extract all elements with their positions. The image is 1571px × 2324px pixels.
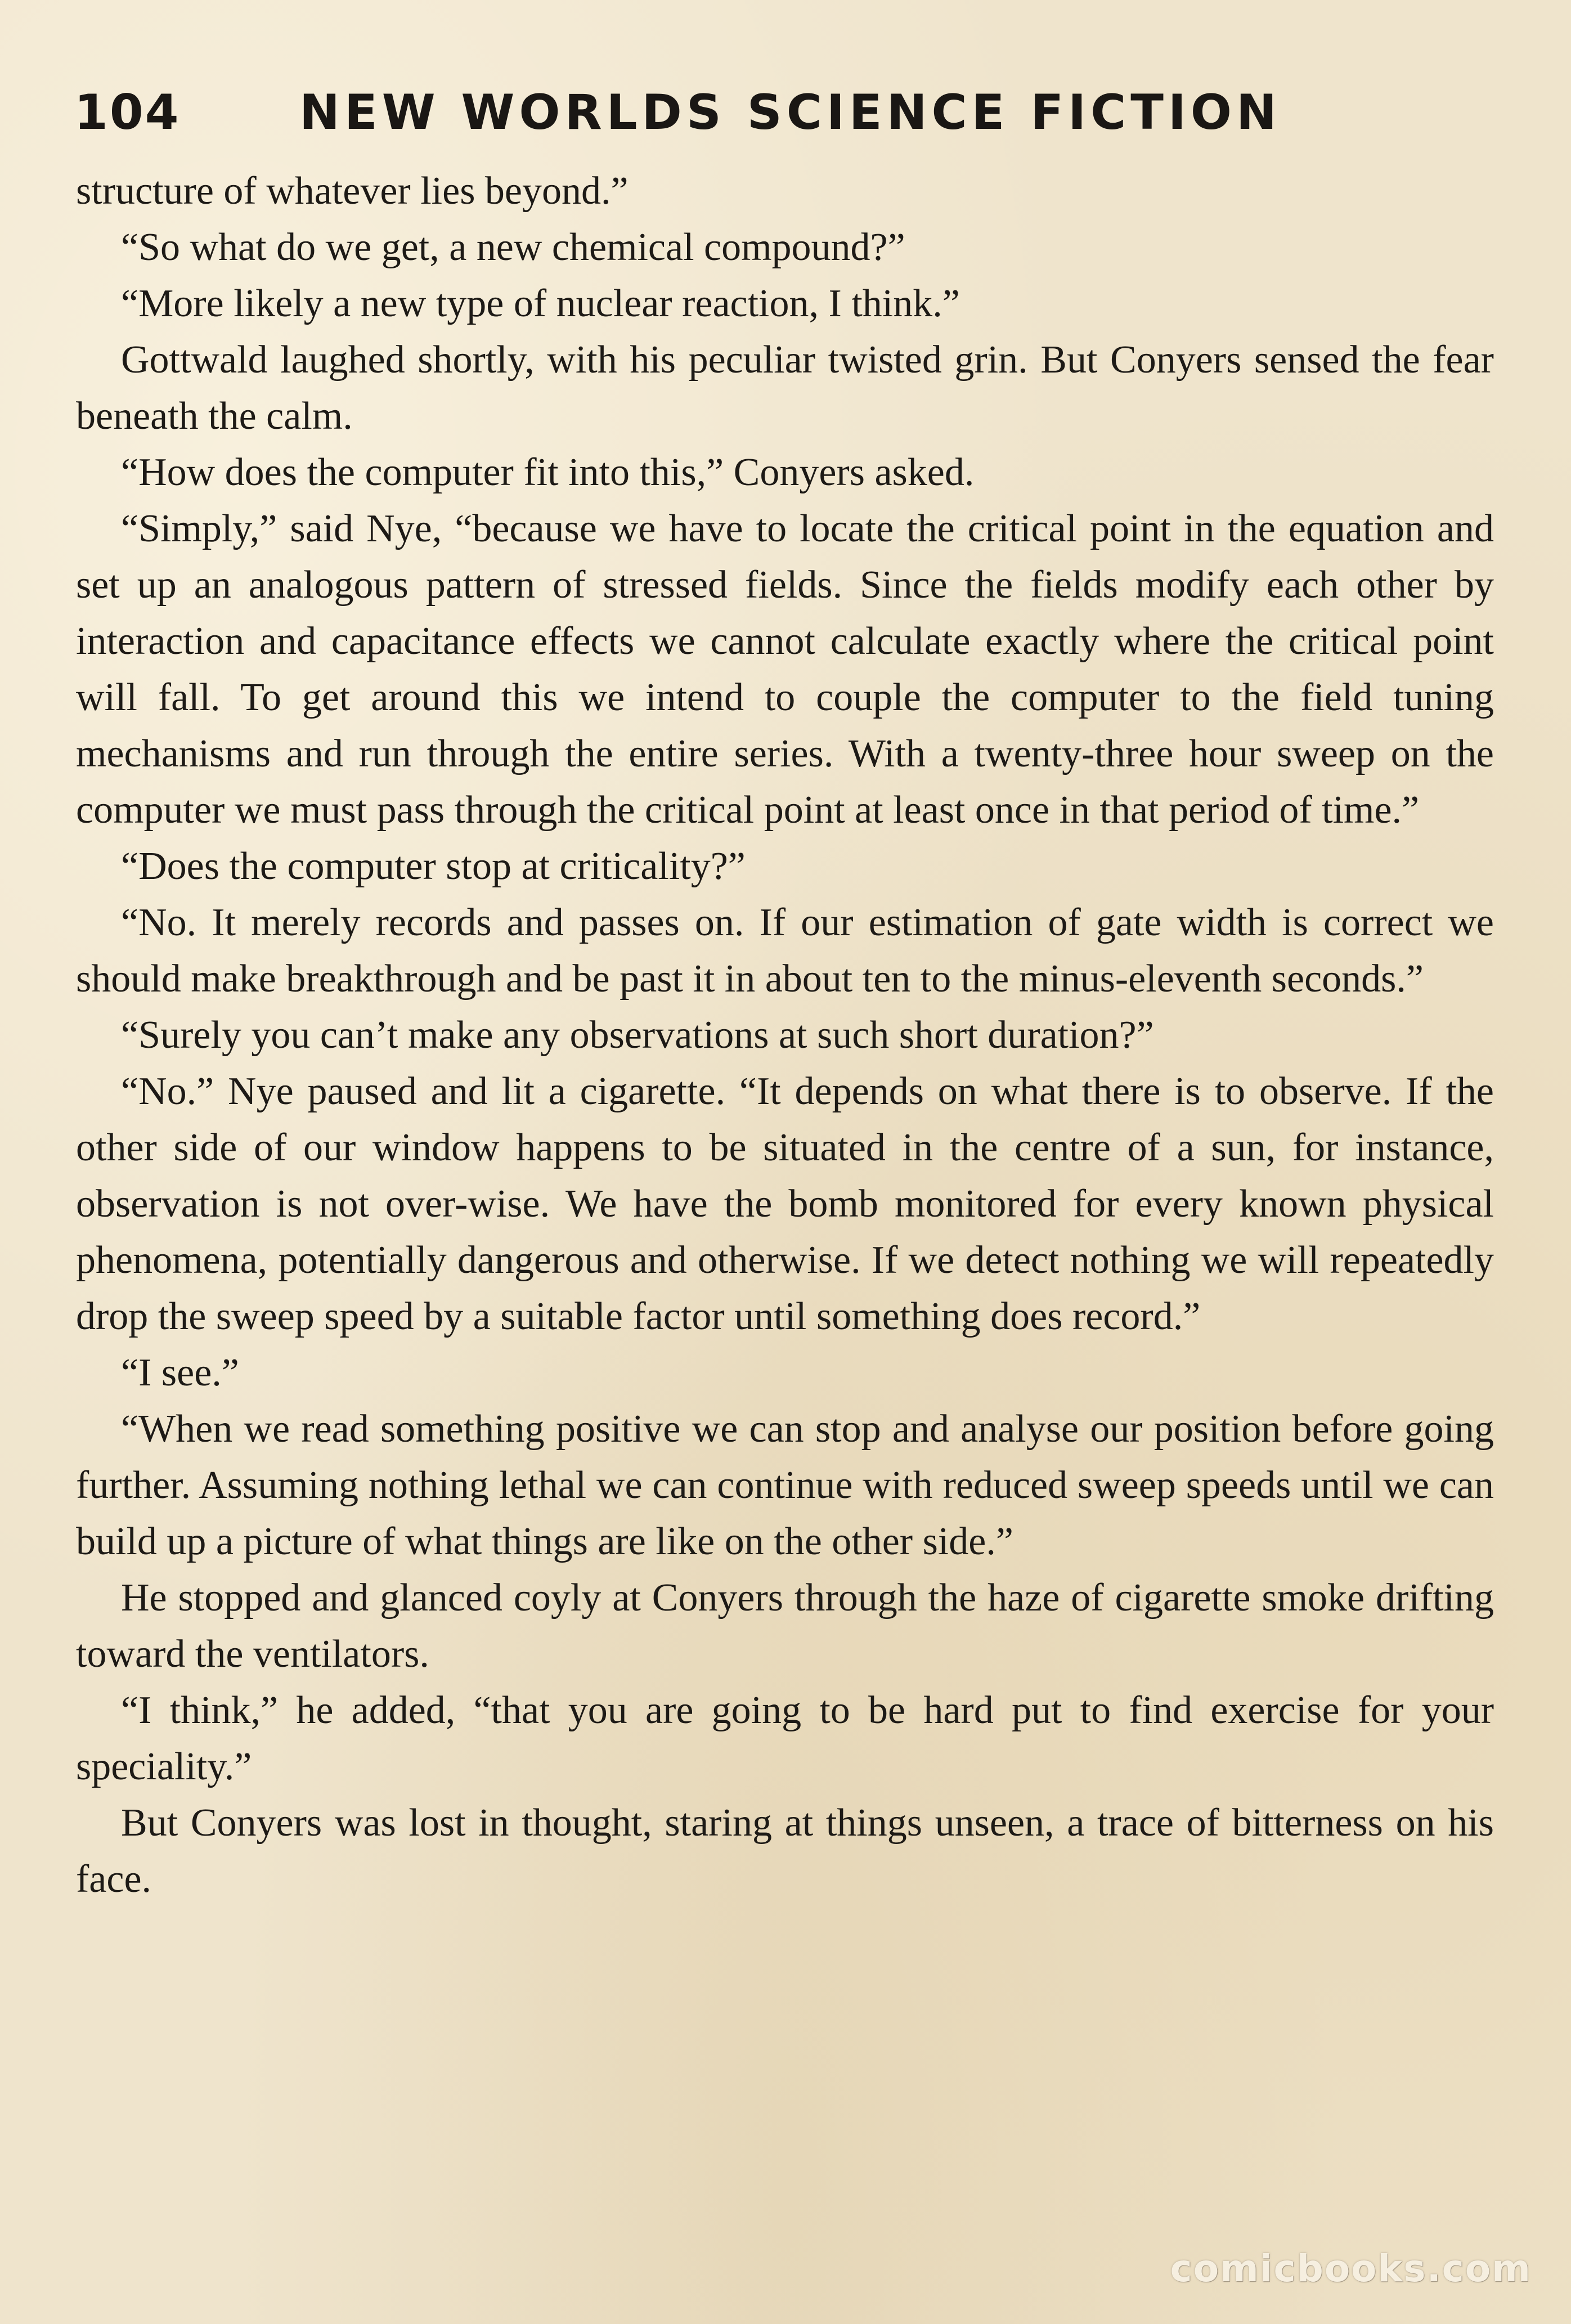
paragraph: “So what do we get, a new chemical compound?” xyxy=(121,226,905,269)
page-number: 104 xyxy=(74,84,181,141)
running-title: NEW WORLDS SCIENCE FICTION xyxy=(299,84,1281,141)
page-header xyxy=(74,84,1492,146)
paragraph: “Does the computer stop at criticality?” xyxy=(121,845,746,888)
paragraph: Gottwald laughed shortly, with his peculiar twisted grin. But Conyers sensed the fear beneath the calm. xyxy=(76,338,1494,438)
paragraph: structure of whatever lies beyond.” xyxy=(76,169,629,213)
paragraph: “More likely a new type of nuclear reaction, I think.” xyxy=(121,282,960,325)
paragraph: “No. It merely records and passes on. If our estimation of gate width is correct we should make breakthrough and be past it in about ten to the minus-eleventh seconds.” xyxy=(76,901,1494,1001)
paragraph: But Conyers was lost in thought, staring at things unseen, a trace of bitterness on his face. xyxy=(76,1801,1494,1901)
paragraph: He stopped and glanced coyly at Conyers through the haze of cigarette smoke drifting toward the ventilators. xyxy=(76,1576,1494,1676)
watermark: comicbooks.com xyxy=(1170,2247,1532,2290)
paragraph: “Surely you can’t make any observations at such short duration?” xyxy=(121,1013,1154,1057)
story-text xyxy=(76,163,1494,1908)
paragraph: “No.” Nye paused and lit a cigarette. “It depends on what there is to observe. If the other side of our window happens to be situated in the centre of a sun, for instance, observation is not over-wise. We have the bomb monitored for every known physical phenomena, potentially dangerous and otherwise. If we detect nothing we will repeatedly drop the sweep speed by a suitable factor until something does record.” xyxy=(76,1070,1494,1338)
paragraph: “Simply,” said Nye, “because we have to locate the critical point in the equation and set up an analogous pattern of stressed fields. Since the fields modify each other by interaction and capacitance effects we cannot calculate exactly where the critical point will fall. To get around this we intend to couple the computer to the field tuning mechanisms and run through the entire series. With a twenty-three hour sweep on the computer we must pass through the critical point at least once in that period of time.” xyxy=(76,507,1494,832)
paragraph: “How does the computer fit into this,” Conyers asked. xyxy=(121,451,975,494)
paragraph: “When we read something positive we can stop and analyse our position before going further. Assuming nothing lethal we can continue with reduced sweep speeds until we can build up a picture of what things are like on the other side.” xyxy=(76,1407,1494,1563)
paragraph: “I think,” he added, “that you are going to be hard put to find exercise for your speciality.” xyxy=(76,1689,1494,1788)
paragraph: “I see.” xyxy=(121,1351,239,1394)
